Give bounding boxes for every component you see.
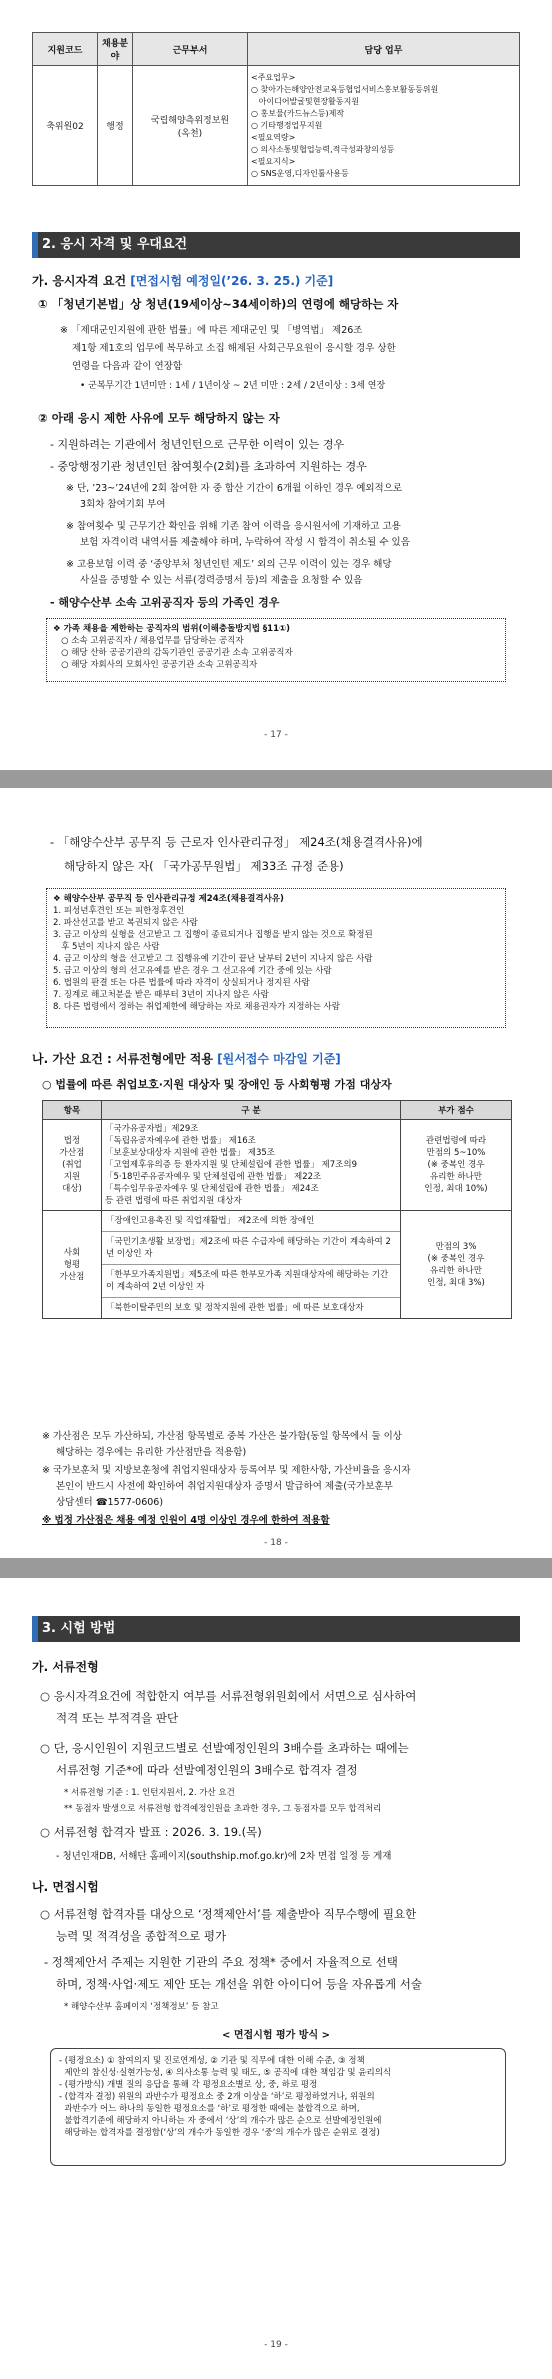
box-line: 8. 다른 법령에서 정하는 취업제한에 해당하는 자로 채용권자가 지정하는 사람 [53, 1002, 340, 1012]
social-item: 「한부모가족지원법」제5조에 따른 한부모가족 지원대상자에 해당하는 기간이 계속하여 2년 이상인 자 [102, 1265, 400, 1298]
eval-title: < 면접시험 평가 방식 > [222, 2030, 330, 2041]
col-header-item: 항목 [43, 1101, 102, 1120]
family-restriction-box [46, 618, 506, 682]
page-19 [0, 1578, 552, 2379]
page19-line: 능력 및 적격성을 종합적으로 평가 [56, 1929, 227, 1943]
box-line: 후 5년이 지나지 않은 사람 [53, 942, 160, 952]
box-line: 3. 금고 이상의 실형을 선고받고 그 집행이 종료되거나 집행을 받지 않는 것으로 확정된 [53, 930, 373, 940]
page-17 [0, 0, 552, 770]
legal-item: 「특수임무유공자예우 및 단체설립에 관한 법률」 제24조 [105, 1184, 319, 1194]
item-1-bullet: • 군복무기간 1년미만 : 1세 / 1년이상 ~ 2년 미만 : 2세 / 2년이상 : 3세 연장 [80, 381, 386, 391]
social-item: 「북한이탈주민의 보호 및 정착지원에 관한 법률」에 따른 보호대상자 [106, 1303, 364, 1313]
subheading-a [32, 272, 333, 289]
legal-item: 「고엽제후유의증 등 환자지원 및 단체설립에 관한 법률」 제7조의9 [105, 1160, 358, 1170]
eval-line: - (평정요소) ① 참여의지 및 진로연계성, ② 기관 및 직무에 대한 이해 수준, ③ 정책 [59, 2056, 365, 2066]
item-1-note: ※ 「제대군인지원에 관한 법률」에 따른 제대군인 및 「병역법」 제26조 [60, 325, 363, 336]
row-items-social [102, 1211, 401, 1319]
eval-line: 해당하는 합격자를 결정함(‘상’의 개수가 동일한 경우 ‘중’의 개수가 많은 순위로 결정) [59, 2128, 380, 2138]
page18-note: 상담센터 ☎1577-0606) [56, 1497, 164, 1508]
page-number: - 19 - [264, 2340, 288, 2350]
item-2-dash: - 중앙행정기관 청년인턴 참여횟수(2회)를 초과하여 지원하는 경우 [50, 460, 367, 473]
interview-eval-box [50, 2048, 506, 2166]
box-line: 2. 파산선고를 받고 복권되지 않은 사람 [53, 918, 198, 928]
duty-line: ○ 홍보물(카드뉴스등)제작 [251, 108, 345, 118]
page-number: - 17 - [264, 730, 288, 740]
page19-line: ○ 서류전형 합격자를 대상으로 ‘정책제안서’를 제출받아 직무수행에 필요한 [40, 1907, 417, 1921]
page19-line: ○ 응시자격요건에 적합한지 여부를 서류전형위원회에서 서면으로 심사하여 [40, 1689, 417, 1703]
item-2-note: 사실을 증명할 수 있는 서류(경력증명서 등)의 제출을 요청할 수 있음 [80, 575, 363, 586]
social-item: 「국민기초생활 보장법」제2조에 따른 수급자에 해당하는 기간이 계속하여 2년 이상인 자 [102, 1232, 400, 1265]
box-line: ○ 해당 자회사의 모회사인 공공기관 소속 고위공직자 [53, 660, 258, 670]
legal-item: 「독립유공자예우에 관한 법률」 제16조 [105, 1136, 256, 1146]
duty-line: <필요역량> [251, 132, 296, 142]
section-title-2 [32, 232, 520, 258]
page18-line: 해당하지 않은 자( 「국가공무원법」 제33조 규정 준용) [64, 859, 344, 873]
page19-line: ○ 단, 응시인원이 지원코드별로 선발예정인원의 3배수를 초과하는 때에는 [40, 1741, 409, 1755]
duty-line: ○ SNS운영,디자인툴사용등 [251, 168, 349, 178]
subheading-a-highlight: [면접시험 예정일(’26. 3. 25.) 기준] [130, 274, 334, 288]
cell-field: 행정 [98, 66, 133, 186]
page19-dash: - 청년인재DB, 서해단 홈페이지(southship.mof.go.kr)에 2차 면접 일정 등 게재 [56, 1851, 392, 1862]
legal-item: 「보훈보상대상자 지원에 관한 법률」 제35조 [105, 1148, 276, 1158]
page19-note: ** 동점자 발생으로 서류전형 합격예정인원을 초과한 경우, 그 동점자를 모두 합격처리 [64, 1804, 382, 1814]
duty-line: ○ 기타행정업무지원 [251, 120, 323, 130]
box-line: ○ 해당 산하 공공기관의 감독기관인 공공기관 소속 고위공직자 [53, 648, 293, 658]
col-header-score: 부가 점수 [401, 1101, 512, 1120]
subheading-b [32, 1050, 341, 1067]
box-line: 1. 피성년후견인 또는 피한정후견인 [53, 906, 185, 916]
section-title-3 [32, 1616, 520, 1642]
item-2: ② 아래 응시 제한 사유에 모두 해당하지 않는 자 [38, 411, 280, 425]
box-line: 5. 금고 이상의 형의 선고유예를 받은 경우 그 선고유예 기간 중에 있는 사람 [53, 966, 332, 976]
col-header-dept: 근무부서 [133, 33, 248, 66]
duty-line: <주요업무> [251, 72, 296, 82]
page-separator [0, 1558, 552, 1578]
recruitment-table [32, 32, 520, 186]
eval-line: - (평가방식) 개별 질의 응답을 통해 각 평정요소별로 상, 중, 하로 평정 [59, 2080, 318, 2090]
page19-line: 적격 또는 부적격을 판단 [56, 1711, 179, 1725]
item-1-note: 제1항 제1호의 업무에 복무하고 소집 해제된 사회근무요원이 응시할 경우 상한 [72, 343, 396, 354]
page18-note: ※ 가산점은 모두 가산하되, 가산점 항목별로 중복 가산은 불가함(동일 항목에서 둘 이상 [42, 1431, 402, 1442]
item-2-note: 보험 자격이력 내역서를 제출해야 하며, 누락하여 작성 시 합격이 취소될 수 있음 [80, 537, 410, 548]
page19-line: 하며, 정책·사업·제도 제안 또는 개선을 위한 아이디어 등을 자유롭게 서술 [56, 1977, 423, 1991]
item-1: ① 「청년기본법」상 청년(19세이상~34세이하)의 연령에 해당하는 자 [38, 297, 399, 311]
page-18 [0, 788, 552, 1558]
row-score-social: 만점의 3% (※ 중복인 경우 유리한 하나만 인정, 최대 3%) [401, 1211, 512, 1319]
eval-line: 제안의 참신성·실현가능성, ④ 의사소통 능력 및 태도, ⑤ 공직에 대한 책임감 및 윤리의식 [59, 2068, 392, 2078]
duty-line: ○ 찾아가는해양안전교육등협업서비스홍보활동등위원 [251, 84, 439, 94]
page19-note: * 서류전형 기준 : 1. 인턴지원서, 2. 가산 요건 [64, 1788, 235, 1798]
col-header-code: 지원코드 [33, 33, 98, 66]
eval-line: - (합격자 결정) 위원의 과반수가 평정요소 중 2개 이상을 ‘하’로 평정하였거나, 위원의 [59, 2092, 375, 2102]
col-header-field: 채용분야 [98, 33, 133, 66]
page-separator [0, 770, 552, 788]
item-2-note: 3회차 참여기회 부여 [80, 499, 166, 510]
sub-b-line: ○ 법률에 따른 취업보호·지원 대상자 및 장애인 등 사회형평 가점 대상자 [42, 1078, 392, 1091]
row-score-legal: 관련법령에 따라 만점의 5~10% (※ 중복인 경우 유리한 하나만 인정, 최대 10%) [401, 1120, 512, 1211]
page18-note: ※ 국가보훈처 및 지방보훈청에 취업지원대상자 등록여부 및 제한사항, 가산비율을 응시자 [42, 1465, 411, 1476]
cell-code: 축위원02 [33, 66, 98, 186]
page19-line: ○ 서류전형 합격자 발표 : 2026. 3. 19.(목) [40, 1825, 262, 1839]
box-line: ○ 소속 고위공직자 / 채용업무를 담당하는 공직자 [53, 636, 244, 646]
item-2-note: ※ 단, ’23~’24년에 2회 참여한 자 중 합산 기간이 6개월 이하인 경우 예외적으로 [66, 483, 403, 494]
bonus-table [42, 1100, 512, 1319]
col-header-category: 구 분 [102, 1101, 401, 1120]
subheading-b-highlight: [원서접수 마감일 기준] [217, 1052, 341, 1066]
item-2-note: ※ 참여횟수 및 근무기간 확인을 위해 기존 참여 이력을 응시원서에 기재하고 고용 [66, 521, 401, 532]
legal-item: 「국가유공자법」제29조 [105, 1124, 199, 1134]
page-number: - 18 - [264, 1538, 288, 1548]
page18-note: 해당하는 경우에는 유리한 가산점만을 적용함) [56, 1447, 247, 1458]
social-item: 「장애인고용촉진 및 직업재활법」 제2조에 의한 장애인 [102, 1211, 400, 1232]
subheading-b-text: 나. 가산 요건 : 서류전형에만 적용 [32, 1052, 218, 1066]
page18-note: 본인이 반드시 사전에 확인하여 취업지원대상자 증명서 발급하여 제출(국가보훈부 [56, 1481, 393, 1492]
legal-item: 등 관련 법령에 따른 취업지원 대상자 [105, 1196, 242, 1206]
row-items-legal [102, 1120, 401, 1211]
subheading-a: 가. 서류전형 [32, 1660, 99, 1674]
duty-line: 아이디어발굴및현장활동지원 [251, 96, 360, 106]
section-accent [32, 1616, 38, 1642]
row-label-social: 사회 형평 가산점 [43, 1211, 102, 1319]
disqualification-box [46, 888, 506, 1028]
section-title-text: 2. 응시 자격 및 우대요건 [42, 237, 188, 252]
col-header-duty: 담당 업무 [248, 33, 520, 66]
item-2-dash: - 해양수산부 소속 고위공직자 등의 가족인 경우 [50, 596, 280, 609]
box-title: ❖ 해양수산부 공무직 등 인사관리규정 제24조(채용결격사유) [53, 894, 284, 904]
section-title-text: 3. 시험 방법 [42, 1621, 116, 1636]
item-2-dash: - 지원하려는 기관에서 청년인턴으로 근무한 이력이 있는 경우 [50, 438, 345, 451]
page18-note-bold: ※ 법정 가산점은 채용 예정 인원이 4명 이상인 경우에 한하여 적용함 [42, 1515, 330, 1526]
box-line: 4. 금고 이상의 형을 선고받고 그 집행유예 기간이 끝난 날부터 2년이 지나지 않은 사람 [53, 954, 373, 964]
page19-note: * 해양수산부 홈페이지 ‘정책정보’ 등 참고 [64, 2002, 219, 2012]
page19-line: - 정책제안서 주제는 지원한 기관의 주요 정책* 중에서 자율적으로 선택 [44, 1955, 398, 1969]
page18-line: - 「해양수산부 공무직 등 근로자 인사관리규정」 제24조(채용결격사유)에 [50, 835, 423, 849]
box-line: ❖ 가족 채용을 제한하는 공직자의 범위(이해충돌방지법 §11①) [53, 624, 291, 634]
subheading-b: 나. 면접시험 [32, 1880, 99, 1894]
section-accent [32, 232, 38, 258]
subheading-a-text: 가. 응시자격 요건 [32, 274, 131, 288]
cell-dept: 국립해양측위정보원 (옥천) [133, 66, 248, 186]
box-line: 7. 징계로 해고처분을 받은 때부터 3년이 지나지 않은 사람 [53, 990, 269, 1000]
eval-line: 과반수가 어느 하나의 동일한 평정요소를 ‘하’로 평정한 때에는 불합격으로 하며, [59, 2104, 360, 2114]
duty-line: ○ 의사소통및협업능력,적극성과창의성등 [251, 144, 395, 154]
duty-line: <필요지식> [251, 156, 296, 166]
row-label-legal: 법정 가산점 (취업 지원 대상) [43, 1120, 102, 1211]
box-line: 6. 법원의 판결 또는 다른 법률에 따라 자격이 상실되거나 정지된 사람 [53, 978, 310, 988]
legal-item: 「5·18민주유공자예우 및 단체설립에 관한 법률」 제22조 [105, 1172, 322, 1182]
cell-duties [248, 66, 520, 186]
eval-line: 불합격기준에 해당하지 아니하는 자 중에서 ‘상’의 개수가 많은 순으로 선발예정인원에 [59, 2116, 382, 2126]
page19-line: 서류전형 기준*에 따라 선발예정인원의 3배수로 합격자 결정 [56, 1763, 358, 1777]
item-2-note: ※ 고용보험 이력 중 ‘중앙부처 청년인턴 제도’ 외의 근무 이력이 있는 경우 해당 [66, 559, 392, 570]
item-1-note: 연령을 다음과 같이 연장함 [72, 361, 183, 372]
